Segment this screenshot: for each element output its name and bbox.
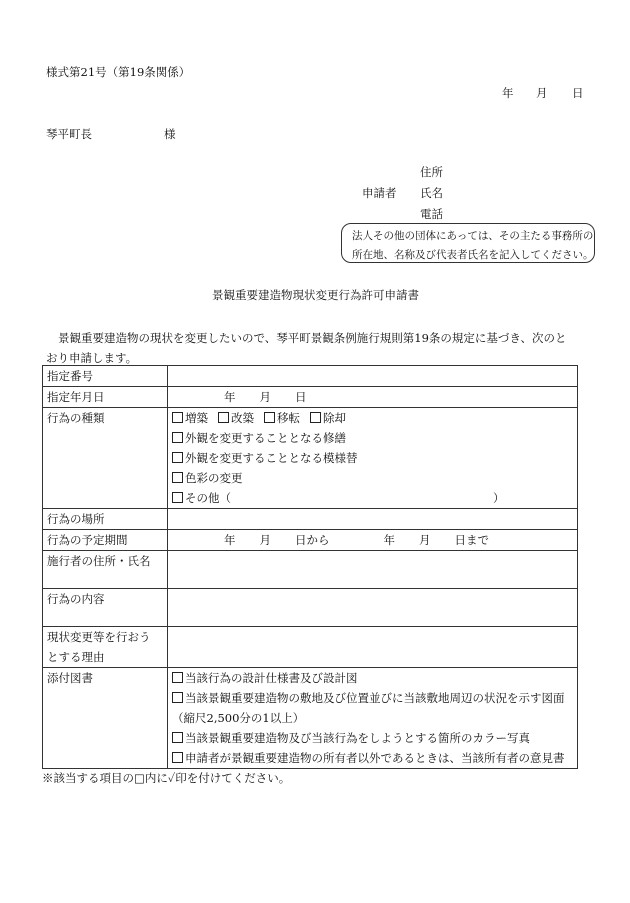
row-attachments (43, 668, 578, 769)
attachment-item (172, 688, 573, 708)
attachment-item (172, 708, 573, 728)
act-location-label: 行為の場所 (43, 509, 168, 530)
document-title: 景観重要建造物現状変更行為許可申請書 (212, 288, 419, 302)
act-location-field[interactable] (168, 509, 578, 530)
date-day-label: 日 (572, 86, 584, 100)
phone-label: 電話 (420, 207, 443, 221)
attachment2-label: 当該景観重要建造物の敷地及び位置並びに当該敷地周辺の状況を示す図面 (185, 691, 565, 705)
act-type-line3 (172, 448, 573, 468)
row-act-period (43, 530, 578, 551)
form-number: 様式第21号（第19条関係） (46, 65, 191, 79)
removal-label: 除却 (323, 411, 346, 425)
period-from-day: 日から (295, 533, 330, 547)
period-from-year: 年 (224, 533, 236, 547)
attachment-item (172, 728, 573, 748)
period-to-month: 月 (419, 533, 431, 547)
act-content-field[interactable] (168, 589, 578, 627)
designation-number-label: 指定番号 (43, 366, 168, 387)
act-period-field[interactable] (168, 530, 578, 551)
corporate-note-line1: 法人その他の団体にあっては、その主たる事務所の (352, 230, 594, 242)
attachment4-checkbox[interactable] (172, 752, 183, 763)
reason-label-line2: とする理由 (47, 650, 105, 664)
act-content-label: 行為の内容 (43, 589, 168, 627)
row-designation-date (43, 387, 578, 408)
other-close-paren: ） (493, 491, 505, 505)
row-designation-number (43, 366, 578, 387)
color-change-label: 色彩の変更 (185, 471, 243, 485)
renovation-label: 改築 (231, 411, 254, 425)
act-type-line4 (172, 468, 573, 488)
relocation-label: 移転 (277, 411, 300, 425)
reason-label-line1: 現状変更等を行おう (47, 630, 151, 644)
relocation-checkbox[interactable] (264, 412, 275, 423)
contractor-label: 施行者の住所・氏名 (43, 551, 168, 589)
attachment3-checkbox[interactable] (172, 732, 183, 743)
intro-line2: おり申請します。 (46, 351, 138, 365)
repair-checkbox[interactable] (172, 432, 183, 443)
act-type-label: 行為の種類 (43, 408, 168, 509)
contractor-field[interactable] (168, 551, 578, 589)
attachment1-label: 当該行為の設計仕様書及び設計図 (185, 671, 358, 685)
date-year-label: 年 (502, 86, 514, 100)
attachment3-label: 当該景観重要建造物及び当該行為をしようとする箇所のカラー写真 (185, 731, 530, 745)
period-to-day: 日まで (454, 533, 489, 547)
address-label: 住所 (420, 165, 443, 179)
intro-line1: 景観重要建造物の現状を変更したいので、琴平町景観条例施行規則第19条の規定に基づき、次のと (58, 331, 567, 345)
reason-field[interactable] (168, 627, 578, 668)
period-from-month: 月 (259, 533, 271, 547)
addressee: 琴平町長 (46, 127, 92, 141)
corporate-note-box (341, 223, 595, 263)
attachment4-label: 申請者が景観重要建造物の所有者以外であるときは、当該所有者の意見書 (185, 751, 565, 765)
footnote: ※該当する項目の□内に✓印を付けてください。 (42, 771, 291, 785)
act-type-line2 (172, 428, 573, 448)
row-act-content (43, 589, 578, 627)
row-reason (43, 627, 578, 668)
name-label: 氏名 (420, 186, 443, 200)
extension-label: 増築 (185, 411, 208, 425)
designation-number-field[interactable] (168, 366, 578, 387)
extension-checkbox[interactable] (172, 412, 183, 423)
application-form-table (42, 365, 578, 769)
pattern-change-label: 外観を変更することとなる模様替 (185, 451, 358, 465)
row-contractor (43, 551, 578, 589)
date-month-label: 月 (536, 86, 548, 100)
attachment1-checkbox[interactable] (172, 672, 183, 683)
renovation-checkbox[interactable] (218, 412, 229, 423)
attachment2-scale: （縮尺2,500分の1以上） (172, 711, 305, 725)
attachment-item (172, 748, 573, 768)
act-type-line5 (172, 488, 573, 508)
intro-paragraph (46, 328, 584, 368)
repair-label: 外観を変更することとなる修繕 (185, 431, 346, 445)
act-period-label: 行為の予定期間 (43, 530, 168, 551)
act-type-line1 (172, 408, 573, 428)
period-to-year: 年 (383, 533, 395, 547)
attachments-list (168, 668, 578, 769)
other-label: その他（ (185, 491, 231, 505)
reason-label (43, 627, 168, 668)
act-type-options (168, 408, 578, 509)
color-change-checkbox[interactable] (172, 472, 183, 483)
attachment-item (172, 668, 573, 688)
designation-date-label: 指定年月日 (43, 387, 168, 408)
other-checkbox[interactable] (172, 492, 183, 503)
removal-checkbox[interactable] (310, 412, 321, 423)
designation-date-field[interactable] (168, 387, 578, 408)
row-act-location (43, 509, 578, 530)
pattern-change-checkbox[interactable] (172, 452, 183, 463)
attachments-label: 添付図書 (43, 668, 168, 769)
corporate-note-line2: 所在地、名称及び代表者氏名を記入してください。 (352, 249, 594, 261)
applicant-label: 申請者 (362, 186, 397, 200)
attachment2-checkbox[interactable] (172, 692, 183, 703)
day-label: 日 (295, 390, 307, 404)
year-label: 年 (224, 390, 236, 404)
row-act-type (43, 408, 578, 509)
month-label: 月 (259, 390, 271, 404)
honorific: 様 (164, 127, 176, 141)
